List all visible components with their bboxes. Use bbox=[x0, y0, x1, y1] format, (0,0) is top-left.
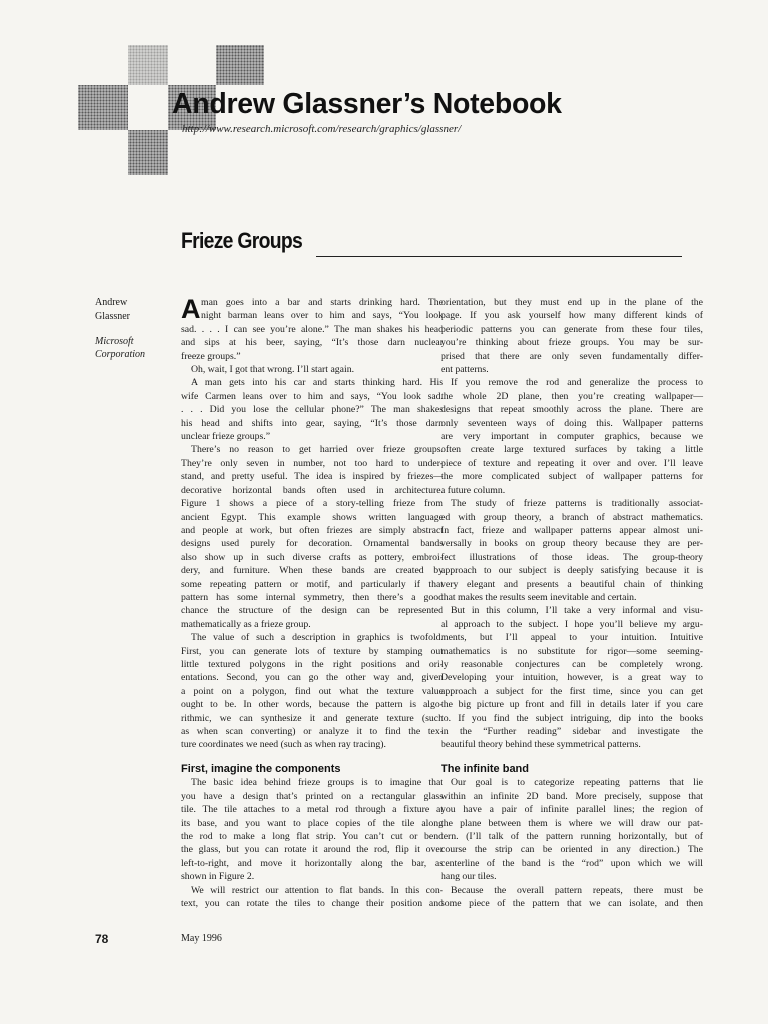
text-line: ent patterns. bbox=[441, 364, 489, 376]
text-line: a point on a polygon, find out what the texture value bbox=[181, 685, 443, 697]
text-line: A man gets into his car and starts thinking hard. His bbox=[191, 377, 443, 389]
text-line: little textured polygons in the right positions and ori- bbox=[181, 658, 443, 670]
text-line: are very important in computer graphics, because we bbox=[441, 431, 703, 443]
text-line: chance the structure of the design can be represented bbox=[181, 605, 443, 617]
left-para-2 bbox=[181, 363, 443, 376]
text-line: the big picture up front and fill in details later if you care bbox=[441, 699, 703, 711]
text-line: you’re thinking about frieze groups. You may be sur- bbox=[441, 337, 703, 349]
issue-date: May 1996 bbox=[181, 933, 222, 944]
text-line: sad. . . . I can see you’re alone.” The man shakes his head bbox=[181, 323, 443, 335]
text-line: tern. (I’ll talk of the pattern running horizontally, but of bbox=[441, 831, 703, 843]
text-line: the plane between them is where we will draw our pat- bbox=[441, 817, 703, 829]
text-line: Developing your intuition, however, is a great way to bbox=[441, 672, 703, 684]
text-line: Oh, wait, I got that wrong. I’ll start again. bbox=[191, 364, 355, 376]
text-line: dery, and furniture. When these bands are created by bbox=[181, 565, 443, 577]
text-line: some piece of the pattern that we can isolate, and then bbox=[441, 898, 703, 910]
text-line: stand, and pretty useful. The idea is inspired by friezes— bbox=[181, 471, 443, 483]
article-title: Frieze Groups bbox=[181, 228, 303, 253]
text-line: wife Carmen leans over to him and says, “You look sad. bbox=[181, 390, 443, 402]
text-line: you have a pair of infinite parallel lines; the region of bbox=[441, 804, 703, 816]
text-line: ture coordinates we need (such as when ray tracing). bbox=[181, 739, 386, 751]
left-column bbox=[181, 294, 443, 910]
text-line: also show up in such diverse crafts as pottery, embroi- bbox=[181, 551, 443, 563]
text-line: the whole 2D plane, then you’re creating wallpaper— bbox=[441, 390, 703, 402]
text-line: tile. The tile attaches to a metal rod through a fixture at bbox=[181, 804, 443, 816]
text-line: ought to be. In other words, because the pattern is algo- bbox=[181, 699, 443, 711]
left-para-6 bbox=[181, 776, 443, 883]
left-para-4 bbox=[181, 443, 443, 631]
text-line: . . . Did you lose the cellular phone?” The man shakes bbox=[181, 404, 443, 416]
text-line: Our goal is to categorize repeating patterns that lie bbox=[451, 777, 703, 789]
author-block bbox=[95, 296, 175, 362]
text-line: orientation, but they must end up in the plane of the bbox=[441, 297, 703, 308]
checker-square bbox=[216, 45, 264, 85]
right-para-2 bbox=[441, 376, 703, 497]
left-para-3 bbox=[181, 376, 443, 443]
text-line: First, you can generate lots of texture by stamping out bbox=[181, 645, 443, 657]
text-line: that makes the results seem inevitable and certain. bbox=[441, 591, 637, 603]
text-line: The basic idea behind frieze groups is to imagine that bbox=[191, 777, 443, 789]
checker-square bbox=[78, 85, 128, 130]
text-line: mathematically as a frieze group. bbox=[181, 618, 311, 630]
text-line: its base, and you want to place copies of the tile along bbox=[181, 817, 443, 829]
author-affiliation-line: Corporation bbox=[95, 349, 146, 361]
text-line: Figure 1 shows a piece of a story-telling frieze from bbox=[181, 498, 443, 510]
text-line: within an infinite 2D band. More precisely, suppose that bbox=[441, 790, 703, 802]
author-name-line: Andrew bbox=[95, 297, 128, 308]
text-line: designs used purely for decoration. Ornamental bands bbox=[181, 538, 443, 550]
notebook-url[interactable]: http://www.research.microsoft.com/research/graphics/glassner/ bbox=[182, 123, 462, 135]
text-line: But in this column, I’ll take a very informal and visu- bbox=[451, 605, 703, 617]
text-line: freeze groups.” bbox=[181, 350, 241, 362]
text-line: course the strip can be oriented in any direction.) The bbox=[441, 844, 703, 856]
right-para-1 bbox=[441, 296, 703, 376]
text-line: centerline of the band is the “rod” upon which we will bbox=[441, 857, 703, 869]
text-line: shown in Figure 2. bbox=[181, 871, 255, 883]
text-line: Because the overall pattern repeats, there must be bbox=[451, 884, 703, 896]
text-line: entations. Second, you can go the other way and, given bbox=[181, 672, 443, 684]
author-name-line: Glassner bbox=[95, 310, 130, 322]
left-lower-block bbox=[181, 763, 443, 910]
text-line: in the “Further reading” sidebar and investigate the bbox=[441, 726, 703, 737]
page-number: 78 bbox=[95, 932, 109, 946]
text-line: They’re only seven in number, not too hard to under- bbox=[181, 457, 443, 469]
text-line: periodic patterns you can generate from these four tiles, bbox=[441, 323, 703, 335]
text-line: very elegant and presents a beautiful chain of thinking bbox=[441, 578, 703, 590]
text-line: ed with group theory, a branch of abstract mathematics. bbox=[441, 511, 703, 523]
section-heading-components: First, imagine the components bbox=[181, 763, 341, 775]
text-line: approach a subject for the first time, since you can get bbox=[441, 685, 703, 697]
text-line: you have a design that’s printed on a rectangular glass bbox=[181, 790, 443, 802]
right-para-6 bbox=[441, 884, 703, 911]
text-line: beautiful theory behind these symmetrical patterns. bbox=[441, 739, 641, 751]
text-line: We will restrict our attention to flat bands. In this con- bbox=[191, 884, 443, 896]
text-line: his head and shifts into gear, saying, “It’s those darn bbox=[181, 417, 443, 429]
text-line: al approach to the subject. I hope you’ll believe my argu- bbox=[441, 618, 703, 630]
text-line: as when scan converting) or analyze it to find the tex- bbox=[181, 726, 443, 737]
text-line: fect illustrations of those ideas. The group-theory bbox=[441, 551, 703, 563]
text-line: and people at work, but often friezes are simply abstract bbox=[181, 524, 443, 536]
text-line: unclear frieze groups.” bbox=[181, 431, 271, 443]
drop-cap: A bbox=[181, 294, 201, 324]
text-line: man goes into a bar and starts drinking hard. The bbox=[201, 297, 443, 308]
text-line: prised that there are only seven fundamentally differ- bbox=[441, 350, 703, 362]
right-para-4 bbox=[441, 604, 703, 751]
text-line: versally in books on group theory because they are per- bbox=[441, 538, 703, 550]
text-line: ancient Egypt. This example shows written language bbox=[181, 511, 443, 523]
text-line: a future column. bbox=[441, 484, 506, 496]
checker-square bbox=[128, 45, 168, 85]
text-line: decorative horizontal bands often used in architecture. bbox=[181, 484, 443, 496]
text-line: to. If you find the subject intriguing, dip into the books bbox=[441, 712, 703, 724]
text-line: If you remove the rod and generalize the process to bbox=[451, 377, 703, 389]
text-line: piece of texture and repeating it over and over. I’ll leave bbox=[441, 457, 703, 469]
text-line: the glass, but you can rotate it around the rod, flip it over bbox=[181, 844, 443, 856]
text-line: designs that repeat smoothly across the plane. There are bbox=[441, 404, 703, 416]
text-line: some repeating pattern or motif, and particularly if that bbox=[181, 578, 443, 590]
text-line: night barman leans over to him and says, “You look bbox=[201, 310, 443, 322]
section-heading-infinite-band: The infinite band bbox=[441, 763, 529, 775]
right-lower-block bbox=[441, 763, 703, 910]
text-line: In fact, frieze and wallpaper patterns appear almost uni- bbox=[441, 524, 703, 536]
text-line: There’s no reason to get harried over frieze groups. bbox=[191, 444, 443, 456]
text-line: ly reasonable conjectures can be completely wrong. bbox=[441, 658, 703, 670]
text-line: rithmic, we can synthesize it and generate texture (such bbox=[181, 712, 443, 724]
right-para-5 bbox=[441, 776, 703, 883]
text-line: the rod to make a long flat strip. You can’t cut or bend bbox=[181, 831, 443, 843]
text-line: often create large textured surfaces by taking a little bbox=[441, 444, 703, 456]
title-rule bbox=[316, 256, 682, 257]
text-line: The study of frieze patterns is traditionally associat- bbox=[451, 498, 703, 510]
text-line: The value of such a description in graphics is twofold. bbox=[191, 632, 443, 644]
text-line: approach to our subject is deeply satisfying because it is bbox=[441, 565, 703, 577]
text-line: and sips at his beer, saying, “It’s those darn nuclear bbox=[181, 337, 443, 349]
text-line: ments, but I’ll appeal to your intuition. Intuitive bbox=[441, 632, 703, 644]
text-line: the more complicated subject of wallpaper patterns for bbox=[441, 471, 703, 483]
right-column bbox=[441, 296, 703, 910]
left-para-5 bbox=[181, 631, 443, 752]
notebook-title: Andrew Glassner’s Notebook bbox=[172, 88, 562, 120]
text-line: pattern has some internal symmetry, then there’s a good bbox=[181, 591, 443, 603]
left-para-1 bbox=[181, 296, 443, 363]
author-affiliation-line: Microsoft bbox=[95, 335, 134, 347]
text-line: only seventeen ways of doing this. Wallpaper patterns bbox=[441, 417, 703, 429]
checker-square bbox=[128, 130, 168, 175]
left-para-7 bbox=[181, 884, 443, 911]
text-line: hang our tiles. bbox=[441, 871, 497, 883]
text-line: mathematics is no substitute for rigor—some seeming- bbox=[441, 645, 703, 657]
text-line: page. If you ask yourself how many different kinds of bbox=[441, 310, 703, 322]
right-para-3 bbox=[441, 497, 703, 604]
text-line: left-to-right, and move it horizontally along the bar, as bbox=[181, 857, 443, 869]
text-line: text, you can rotate the tiles to change their position and bbox=[181, 898, 443, 910]
